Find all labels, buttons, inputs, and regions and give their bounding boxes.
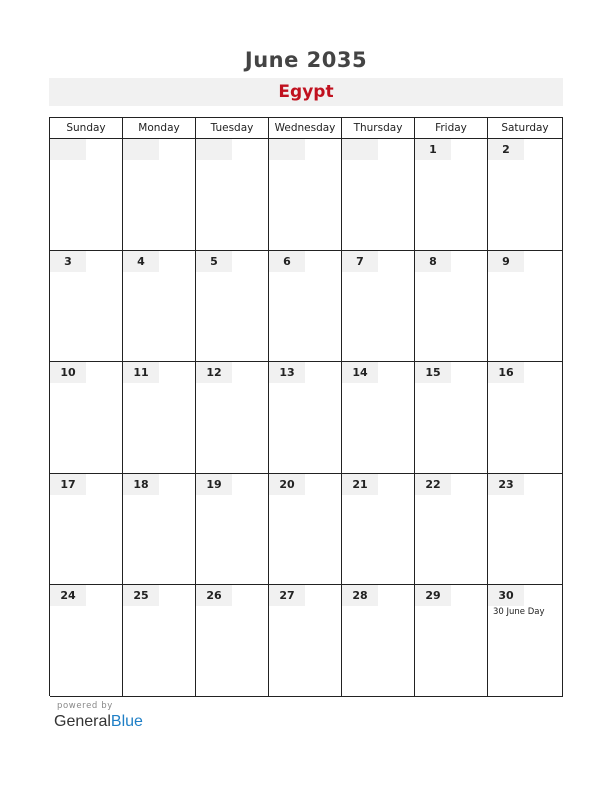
day-number [50, 139, 86, 160]
day-number: 27 [269, 585, 305, 606]
day-cell[interactable] [123, 139, 196, 251]
day-cell[interactable] [415, 474, 488, 586]
day-number [123, 139, 159, 160]
country-name: Egypt [278, 82, 334, 102]
week-row [50, 362, 563, 474]
brand-logo-part2: Blue [110, 713, 143, 730]
weeks-container [50, 139, 563, 697]
day-number: 4 [123, 251, 159, 272]
day-cell[interactable] [342, 474, 415, 586]
day-cell[interactable] [269, 474, 342, 586]
day-number: 15 [415, 362, 451, 383]
day-number [342, 139, 378, 160]
day-cell[interactable] [488, 362, 563, 474]
day-number: 9 [488, 251, 524, 272]
day-cell[interactable] [488, 474, 563, 586]
day-cell[interactable] [488, 251, 563, 363]
day-cell[interactable] [269, 139, 342, 251]
day-number: 19 [196, 474, 232, 495]
weekday-thursday: Thursday [342, 118, 415, 139]
weekday-sunday: Sunday [50, 118, 123, 139]
day-cell[interactable] [342, 251, 415, 363]
week-row [50, 474, 563, 586]
weekday-saturday: Saturday [488, 118, 563, 139]
country-banner [49, 78, 563, 106]
day-cell[interactable] [196, 585, 269, 697]
day-number: 2 [488, 139, 524, 160]
day-number: 18 [123, 474, 159, 495]
day-cell[interactable] [196, 474, 269, 586]
day-cell[interactable] [123, 251, 196, 363]
day-number: 25 [123, 585, 159, 606]
day-number: 3 [50, 251, 86, 272]
day-number: 30 [488, 585, 524, 606]
week-row [50, 251, 563, 363]
day-cell[interactable] [50, 362, 123, 474]
powered-by-label: powered by [57, 701, 113, 711]
day-cell[interactable] [488, 585, 563, 697]
day-cell[interactable] [123, 362, 196, 474]
day-number: 5 [196, 251, 232, 272]
day-number: 28 [342, 585, 378, 606]
weekday-monday: Monday [123, 118, 196, 139]
day-number: 23 [488, 474, 524, 495]
day-cell[interactable] [415, 585, 488, 697]
brand-logo-part1: General [54, 713, 111, 730]
day-number: 6 [269, 251, 305, 272]
day-number: 16 [488, 362, 524, 383]
day-cell[interactable] [196, 362, 269, 474]
day-cell[interactable] [415, 251, 488, 363]
day-cell[interactable] [123, 474, 196, 586]
day-number: 10 [50, 362, 86, 383]
day-cell[interactable] [123, 585, 196, 697]
day-number: 11 [123, 362, 159, 383]
holiday-event: 30 June Day [493, 607, 545, 618]
day-number: 22 [415, 474, 451, 495]
weekday-wednesday: Wednesday [269, 118, 342, 139]
day-cell[interactable] [196, 139, 269, 251]
day-number: 29 [415, 585, 451, 606]
day-cell[interactable] [50, 474, 123, 586]
day-cell[interactable] [50, 251, 123, 363]
brand-logo[interactable] [54, 713, 143, 731]
weekday-tuesday: Tuesday [196, 118, 269, 139]
day-cell[interactable] [196, 251, 269, 363]
day-number: 13 [269, 362, 305, 383]
day-number: 24 [50, 585, 86, 606]
week-row [50, 139, 563, 251]
day-cell[interactable] [342, 139, 415, 251]
day-number: 12 [196, 362, 232, 383]
day-number: 20 [269, 474, 305, 495]
day-number: 8 [415, 251, 451, 272]
day-cell[interactable] [342, 585, 415, 697]
day-number [269, 139, 305, 160]
day-number: 26 [196, 585, 232, 606]
day-cell[interactable] [342, 362, 415, 474]
day-cell[interactable] [415, 139, 488, 251]
day-cell[interactable] [50, 585, 123, 697]
day-cell[interactable] [269, 362, 342, 474]
calendar-grid [49, 117, 563, 696]
day-number [196, 139, 232, 160]
day-number: 7 [342, 251, 378, 272]
day-cell[interactable] [269, 585, 342, 697]
day-cell[interactable] [415, 362, 488, 474]
day-number: 17 [50, 474, 86, 495]
day-number: 21 [342, 474, 378, 495]
day-number: 1 [415, 139, 451, 160]
calendar-title: June 2035 [244, 48, 368, 72]
day-number: 14 [342, 362, 378, 383]
day-cell[interactable] [50, 139, 123, 251]
day-cell[interactable] [488, 139, 563, 251]
weekday-friday: Friday [415, 118, 488, 139]
day-cell[interactable] [269, 251, 342, 363]
weekday-header-row [50, 118, 563, 139]
week-row [50, 585, 563, 697]
